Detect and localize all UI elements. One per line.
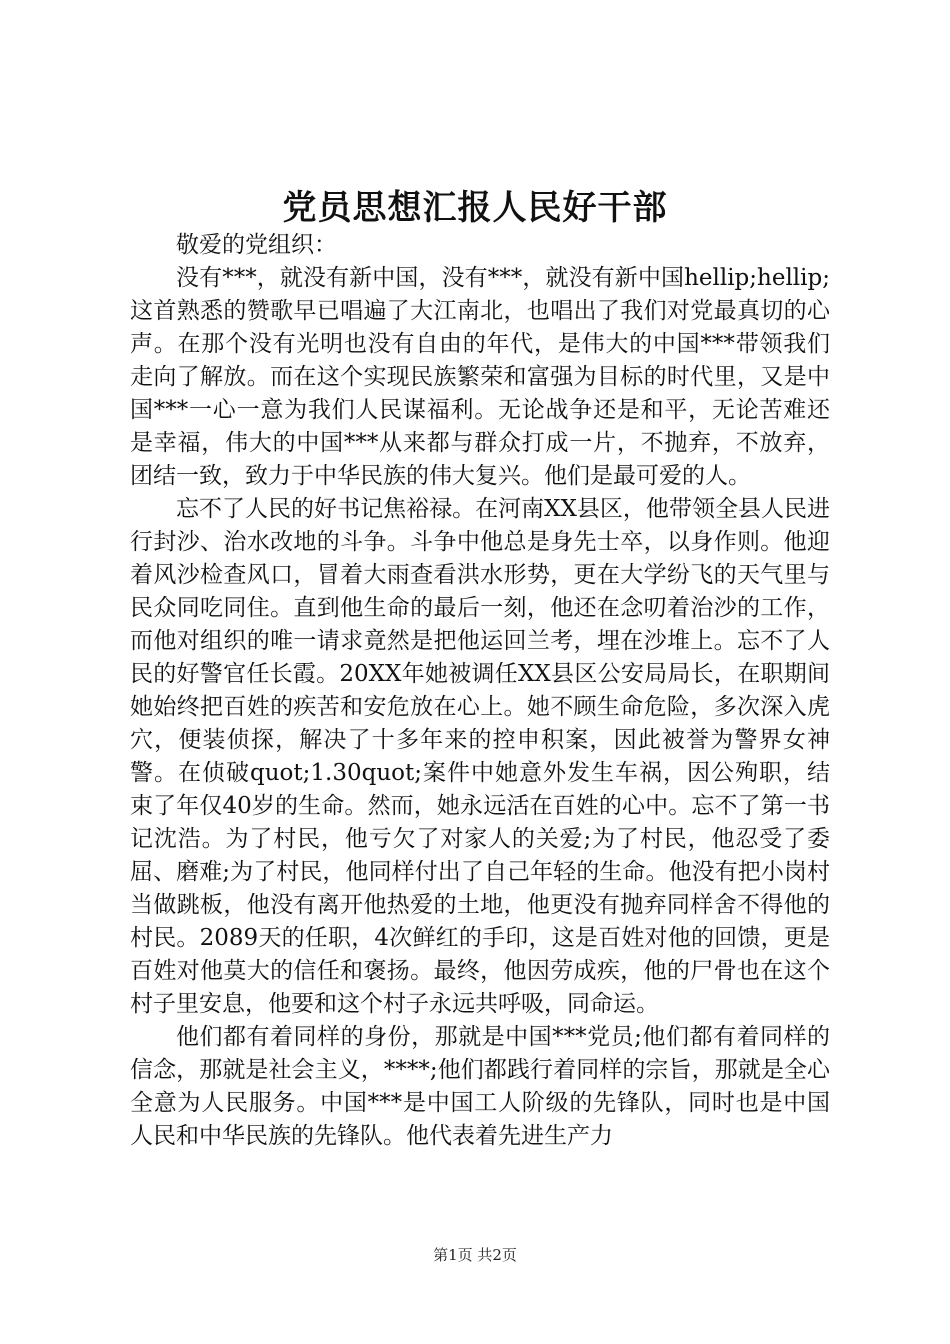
paragraph-2: 忘不了人民的好书记焦裕禄。在河南XX县区，他带领全县人民进行封沙、治水改地的斗争。斗争中他总是身先士卒，以身作则。他迎着风沙检查风口，冒着大雨查看洪水形势，更在大学纷飞的天气里与民众同吃同住。直到他生命的最后一刻，他还在念叨着治沙的工作，而他对组织的唯一请求竟然是把他运回兰考，埋在沙堆上。忘不了人民的好警官任长霞。20XX年她被调任XX县区公安局局长，在职期间她始终把百姓的疾苦和安危放在心上。她不顾生命危险，多次深入虎穴，便装侦探，解决了十多年来的控申积案，因此被誉为警界女神警。在侦破quot;1.30quot;案件中她意外发生车祸，因公殉职，结束了年仅40岁的生命。然而，她永远活在百姓的心中。忘不了第一书记沈浩。为了村民，他亏欠了对家人的关爱;为了村民，他忍受了委屈、磨难;为了村民，他同样付出了自己年轻的生命。他没有把小岗村当做跳板，他没有离开他热爱的土地，他更没有抛弃同样舍不得他的村民。2089天的任职，4次鲜红的手印，这是百姓对他的回馈，更是百姓对他莫大的信任和褒扬。最终，他因劳成疾，他的尸骨也在这个村子里安息，他要和这个村子永远共呼吸，同命运。 <box>130 496 830 1017</box>
document-body <box>130 229 830 1153</box>
salutation: 敬爱的党组织： <box>176 232 337 258</box>
paragraph-3: 他们都有着同样的身份，那就是中国***党员;他们都有着同样的信念，那就是社会主义，****;他们都践行着同样的宗旨，那就是全心全意为人民服务。中国***是中国工人阶级的先锋队，同时也是中国人民和中华民族的先锋队。他代表着先进生产力 <box>130 1024 830 1149</box>
page-footer: 第1页 共2页 <box>433 1246 517 1264</box>
document-title: 党员思想汇报人民好干部 <box>282 188 668 228</box>
paragraph-1: 没有***，就没有新中国，没有***，就没有新中国hellip;hellip;这首熟悉的赞歌早已唱遍了大江南北，也唱出了我们对党最真切的心声。在那个没有光明也没有自由的年代，是伟大的中国***带领我们走向了解放。而在这个实现民族繁荣和富强为目标的时代里，又是中国***一心一意为我们人民谋福利。无论战争还是和平，无论苦难还是幸福，伟大的中国***从来都与群众打成一片，不抛弃，不放弃，团结一致，致力于中华民族的伟大复兴。他们是最可爱的人。 <box>130 265 830 489</box>
